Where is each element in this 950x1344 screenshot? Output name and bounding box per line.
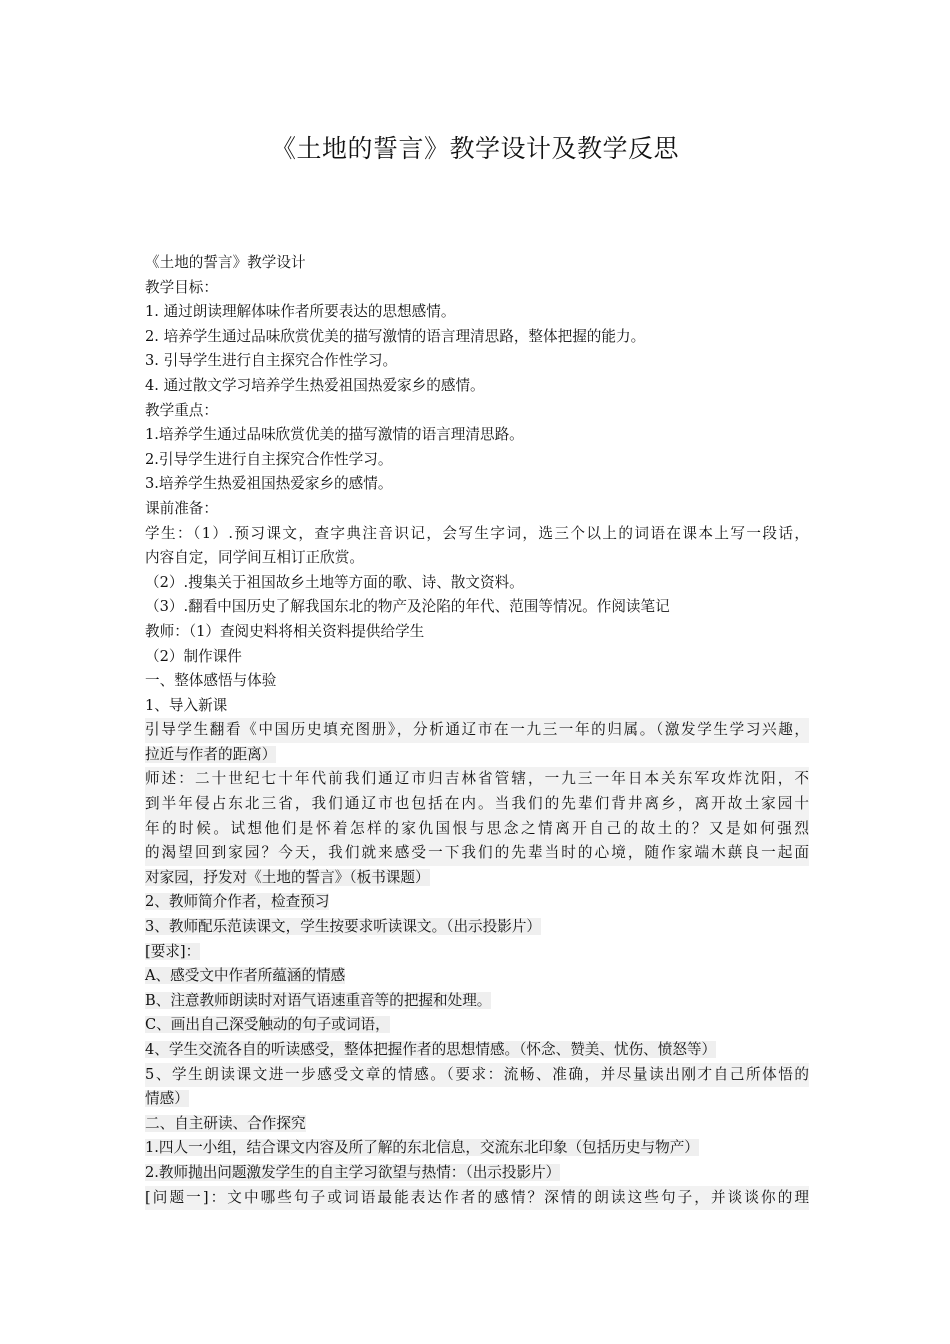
text-line (145, 497, 809, 522)
text-line (145, 571, 809, 596)
text-line (145, 1013, 809, 1038)
text-line-content: 5、学生朗读课文进一步感受文章的情感。（要求：流畅、准确，并尽量读出刚才自己所体悟的 (145, 1065, 809, 1083)
text-line (145, 276, 809, 301)
text-line-content: 1. 通过朗读理解体味作者所要表达的思想感情。 (145, 303, 456, 321)
text-line-content: 学生：（1）.预习课文，查字典注音识记，会写生字词，选三个以上的词语在课本上写一段话， (145, 524, 809, 542)
text-line-content: 引导学生翻看《中国历史填充图册》，分析通辽市在一九三一年的归属。（激发学生学习兴趣， (145, 721, 809, 739)
document-body (145, 251, 809, 1210)
text-line-content: （3）.翻看中国历史了解我国东北的物产及沦陷的年代、范围等情况。作阅读笔记 (145, 598, 670, 616)
text-line (145, 915, 809, 940)
text-line-content: [问题一]：文中哪些句子或词语最能表达作者的感情？深情的朗读这些句子，并谈谈你的理 (145, 1188, 809, 1206)
text-line (145, 349, 809, 374)
text-line-content: 的渴望回到家园？今天，我们就来感受一下我们的先辈当时的心境，随作家端木蕻良一起面 (145, 844, 809, 862)
text-line-content: 师述：二十世纪七十年代前我们通辽市归吉林省管辖，一九三一年日本关东军攻炸沈阳，不 (145, 770, 809, 788)
text-line (145, 1112, 809, 1137)
text-line-content: 2.教师抛出问题激发学生的自主学习欲望与热情：（出示投影片） (145, 1163, 561, 1181)
text-line (145, 472, 809, 497)
text-line (145, 620, 809, 645)
text-line (145, 522, 809, 547)
text-line (145, 1038, 809, 1063)
text-line (145, 1136, 809, 1161)
text-line-content: 《土地的誓言》教学设计 (145, 254, 306, 271)
text-line (145, 890, 809, 915)
text-line (145, 1063, 809, 1088)
text-line-content: 2. 培养学生通过品味欣赏优美的描写激情的语言理清思路，整体把握的能力。 (145, 327, 646, 345)
text-line (145, 718, 809, 743)
text-line (145, 767, 809, 792)
text-line (145, 841, 809, 866)
text-line (145, 964, 809, 989)
text-line (145, 989, 809, 1014)
text-line-content: 4、学生交流各自的听读感受，整体把握作者的思想情感。（怀念、赞美、忧伤、愤怒等） (145, 1041, 717, 1058)
text-line (145, 1186, 809, 1211)
text-line (145, 866, 809, 891)
text-line-content: 一、整体感悟与体验 (145, 672, 277, 690)
text-line (145, 792, 809, 817)
text-line (145, 399, 809, 424)
text-line (145, 1087, 809, 1112)
text-line-content: A、感受文中作者所蕴涵的情感 (145, 967, 346, 985)
text-line-content: 3. 引导学生进行自主探究合作性学习。 (145, 352, 398, 370)
text-line (145, 645, 809, 670)
text-line-content: 3.培养学生热爱祖国热爱家乡的感情。 (145, 475, 393, 493)
text-line (145, 669, 809, 694)
text-line (145, 300, 809, 325)
text-line (145, 694, 809, 719)
text-line (145, 595, 809, 620)
text-line-content: 教学目标： (145, 278, 218, 296)
text-line-content: [要求]： (145, 942, 201, 960)
text-line-content: 二、自主研读、合作探究 (145, 1114, 306, 1132)
text-line-content: （2）制作课件 (145, 647, 242, 665)
text-line (145, 448, 809, 473)
text-line-content: （2）.搜集关于祖国故乡土地等方面的歌、诗、散文资料。 (145, 573, 524, 591)
text-line (145, 423, 809, 448)
text-line-content: 情感） (145, 1090, 189, 1108)
text-line (145, 1161, 809, 1186)
text-line (145, 940, 809, 965)
text-line-content: 对家园，抒发对《土地的誓言》（板书课题） (145, 868, 430, 886)
text-line-content: 内容自定，同学间互相订正欣赏。 (145, 549, 364, 567)
text-line (145, 817, 809, 842)
text-line-content: 教学重点： (145, 401, 218, 419)
text-line-content: 课前准备： (145, 499, 218, 517)
text-line-content: 教师：（1）查阅史料将相关资料提供给学生 (145, 622, 425, 640)
text-line-content: 拉近与作者的距离） (145, 745, 277, 763)
text-line (145, 251, 809, 276)
text-line (145, 546, 809, 571)
text-line-content: 1.培养学生通过品味欣赏优美的描写激情的语言理清思路。 (145, 426, 524, 444)
text-line-content: 到半年侵占东北三省，我们通辽市也包括在内。当我们的先辈们背井离乡，离开故土家园十 (145, 795, 809, 813)
text-line-content: 2、教师简介作者，检查预习 (145, 893, 330, 911)
text-line (145, 325, 809, 350)
text-line-content: 2.引导学生进行自主探究合作性学习。 (145, 450, 393, 468)
text-line-content: 3、教师配乐范读课文，学生按要求听读课文。（出示投影片） (145, 918, 542, 936)
text-line-content: 1、导入新课 (145, 696, 228, 714)
document-title: 《土地的誓言》教学设计及教学反思 (270, 134, 679, 163)
text-line (145, 743, 809, 768)
text-line-content: C、画出自己深受触动的句子或词语， (145, 1016, 390, 1034)
text-line-content: 年的时候。试想他们是怀着怎样的家仇国恨与思念之情离开自己的故土的？又是如何强烈 (145, 819, 809, 837)
text-line-content: 4. 通过散文学习培养学生热爱祖国热爱家乡的感情。 (145, 376, 485, 394)
text-line (145, 374, 809, 399)
text-line-content: 1.四人一小组，结合课文内容及所了解的东北信息，交流东北印象（包括历史与物产） (145, 1139, 699, 1157)
text-line-content: B、注意教师朗读时对语气语速重音等的把握和处理。 (145, 991, 492, 1009)
